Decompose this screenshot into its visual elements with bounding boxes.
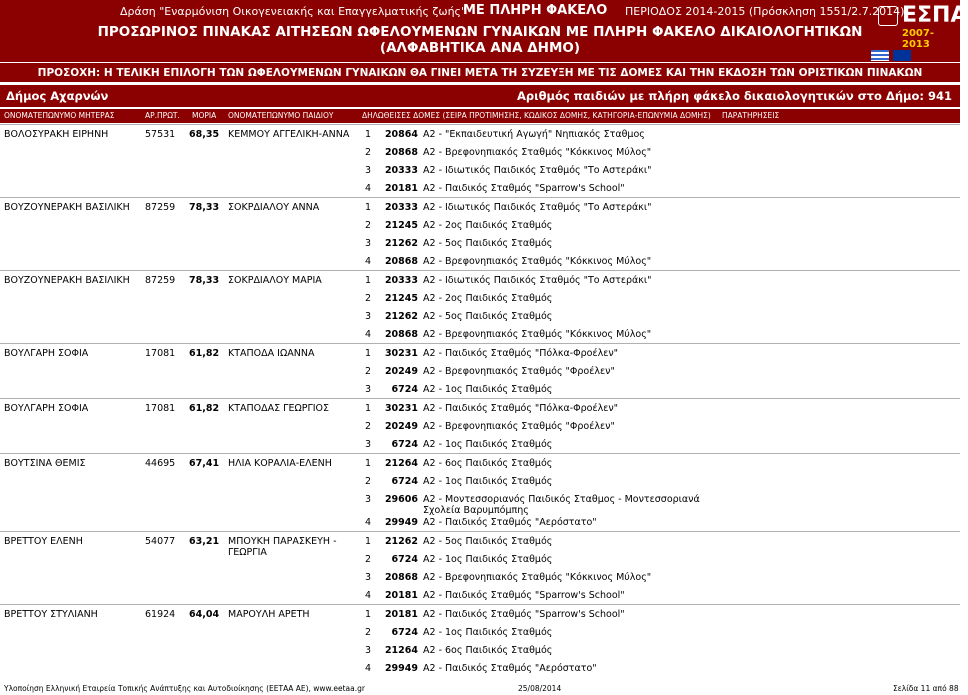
- eu-flag-icon: [893, 50, 911, 61]
- facility-code: 21245: [384, 293, 418, 304]
- facility-code: 20333: [384, 165, 418, 176]
- preference-order: 2: [365, 293, 372, 304]
- facility-name: Α2 - Παιδικός Σταθμός "Sparrow's School": [423, 183, 625, 194]
- mother-name: ΒΟΛΟΣΥΡΑΚΗ ΕΙΡΗΝΗ: [4, 129, 109, 140]
- preference-row: [0, 659, 960, 677]
- facility-name: Α2 - Παιδικός Σταθμός "Πόλκα-Φροέλεν": [423, 348, 619, 359]
- facility-code: 21262: [384, 311, 418, 322]
- footer-date: 25/08/2014: [518, 684, 562, 693]
- preference-order: 4: [365, 590, 372, 601]
- score: 78,33: [189, 202, 220, 213]
- facility-code: 29949: [384, 517, 418, 528]
- footer-page: Σελίδα 11 από 88: [893, 684, 959, 693]
- facility-name: Α2 - Παιδικός Σταθμός "Sparrow's School": [423, 590, 625, 601]
- table-row: [0, 343, 960, 398]
- preference-order: 2: [365, 554, 372, 565]
- preference-row: [0, 125, 960, 143]
- preference-row: [0, 271, 960, 289]
- preference-order: 2: [365, 476, 372, 487]
- facility-code: 21245: [384, 220, 418, 231]
- period-label: ΠΕΡΙΟΔΟΣ 2014-2015 (Πρόσκληση 1551/2.7.2014): [625, 5, 905, 18]
- protocol-number: 54077: [145, 536, 176, 547]
- preference-row: [0, 143, 960, 161]
- preference-order: 2: [365, 220, 372, 231]
- greek-flag-icon: [871, 50, 889, 61]
- mother-name: ΒΟΥΖΟΥΝΕΡΑΚΗ ΒΑΣΙΛΙΚΗ: [4, 202, 130, 213]
- facility-name: Α2 - Παιδικός Σταθμός "Πόλκα-Φροέλεν": [423, 403, 619, 414]
- document-title: ΠΡΟΣΩΡΙΝΟΣ ΠΙΝΑΚΑΣ ΑΙΤΗΣΕΩΝ ΩΦΕΛΟΥΜΕΝΩΝ ΓΥΝΑΙΚΩΝ ΜΕ ΠΛΗΡΗ ΦΑΚΕΛΟ ΔΙΚΑΙΟΛΟΓΗΤΙΚΩΝ: [97, 24, 863, 40]
- facility-name: Α2 - Βρεφονηπιακός Σταθμός "Φροέλεν": [423, 421, 615, 432]
- preference-row: [0, 252, 960, 270]
- score: 78,33: [189, 275, 220, 286]
- preference-order: 1: [365, 202, 372, 213]
- facility-code: 21264: [384, 645, 418, 656]
- preference-row: [0, 161, 960, 179]
- preference-row: [0, 289, 960, 307]
- records-table: [0, 124, 960, 677]
- table-row: [0, 398, 960, 453]
- facility-name: Α2 - 6ος Παιδικός Σταθμός: [423, 458, 553, 469]
- score: 61,82: [189, 403, 220, 414]
- action-title: Δράση "Εναρμόνιση Οικογενειακής και Επαγγελματικής ζωής": [120, 5, 467, 18]
- preference-row: [0, 623, 960, 641]
- facility-name: Α2 - Βρεφονηπιακός Σταθμός "Φροέλεν": [423, 366, 615, 377]
- protocol-number: 44695: [145, 458, 176, 469]
- table-row: [0, 604, 960, 677]
- preference-order: 4: [365, 517, 372, 528]
- header-band: [0, 0, 968, 62]
- preference-row: [0, 454, 960, 472]
- facility-code: 20181: [384, 183, 418, 194]
- preference-order: 3: [365, 572, 372, 583]
- footer: [0, 682, 960, 695]
- facility-code: 6724: [391, 476, 418, 487]
- table-row: [0, 124, 960, 197]
- col-prot: ΑΡ.ΠΡΩΤ.: [145, 111, 180, 120]
- preference-order: 2: [365, 421, 372, 432]
- facility-code: 20333: [384, 202, 418, 213]
- preference-row: [0, 325, 960, 343]
- facility-code: 6724: [391, 554, 418, 565]
- facility-code: 6724: [391, 384, 418, 395]
- child-name: ΗΛΙΑ ΚΟΡΑΛΙΑ-ΕΛΕΝΗ: [228, 458, 332, 469]
- col-notes: ΠΑΡΑΤΗΡΗΣΕΙΣ: [722, 111, 780, 120]
- table-row: [0, 531, 960, 604]
- facility-name: Α2 - 1ος Παιδικός Σταθμός: [423, 384, 553, 395]
- score: 68,35: [189, 129, 220, 140]
- children-count: Αριθμός παιδιών με πλήρη φάκελο δικαιολογητικών στο Δήμο: 941: [516, 89, 952, 103]
- facility-name: Α2 - 2ος Παιδικός Σταθμός: [423, 293, 553, 304]
- preference-order: 4: [365, 256, 372, 267]
- preference-order: 3: [365, 384, 372, 395]
- preference-row: [0, 513, 960, 531]
- preference-order: 1: [365, 275, 372, 286]
- preference-row: [0, 399, 960, 417]
- preference-row: [0, 532, 960, 550]
- score: 61,82: [189, 348, 220, 359]
- document-subtitle: (ΑΛΦΑΒΗΤΙΚΑ ΑΝΑ ΔΗΜΟ): [379, 40, 581, 56]
- preference-order: 4: [365, 183, 372, 194]
- preference-row: [0, 490, 960, 516]
- facility-code: 20249: [384, 421, 418, 432]
- facility-code: 29606: [384, 494, 418, 505]
- espa-logo: [902, 3, 968, 50]
- child-name: ΣΟΚΡΔΙΑΛΟΥ ΜΑΡΙΑ: [228, 275, 322, 286]
- facility-name: Α2 - 5ος Παιδικός Σταθμός: [423, 311, 553, 322]
- facility-code: 30231: [384, 348, 418, 359]
- preference-row: [0, 380, 960, 398]
- score: 67,41: [189, 458, 220, 469]
- preference-order: 3: [365, 311, 372, 322]
- facility-name: Α2 - Βρεφονηπιακός Σταθμός "Κόκκινος Μύλος": [423, 572, 652, 583]
- preference-order: 3: [365, 439, 372, 450]
- facility-code: 20868: [384, 256, 418, 267]
- preference-order: 1: [365, 403, 372, 414]
- preference-order: 3: [365, 238, 372, 249]
- facility-code: 29949: [384, 663, 418, 674]
- mother-name: ΒΟΥΛΓΑΡΗ ΣΟΦΙΑ: [4, 348, 89, 359]
- preference-row: [0, 362, 960, 380]
- table-header: [0, 109, 960, 123]
- warning-banner: ΠΡΟΣΟΧΗ: Η ΤΕΛΙΚΗ ΕΠΙΛΟΓΗ ΤΩΝ ΩΦΕΛΟΥΜΕΝΩΝ ΓΥΝΑΙΚΩΝ ΘΑ ΓΙΝΕΙ ΜΕΤΑ ΤΗ ΣΥΖΕΥΞΗ ΜΕ ΤΙΣ ΔΟΜΕΣ ΚΑΙ ΤΗΝ ΕΚΔΟΣΗ ΤΩΝ ΟΡΙΣΤΙΚΩΝ ΠΙΝΑΚΩΝ: [0, 62, 960, 82]
- facility-code: 20868: [384, 147, 418, 158]
- facility-code: 20181: [384, 609, 418, 620]
- child-name: ΚΕΜΜΟΥ ΑΓΓΕΛΙΚΗ-ΑΝΝΑ: [228, 129, 350, 140]
- preference-row: [0, 344, 960, 362]
- preference-order: 2: [365, 147, 372, 158]
- facility-code: 30231: [384, 403, 418, 414]
- full-file-label: ΜΕ ΠΛΗΡΗ ΦΑΚΕΛΟ: [463, 3, 608, 18]
- col-prefs: ΔΗΛΩΘΕΙΣΕΣ ΔΟΜΕΣ (ΣΕΙΡΑ ΠΡΟΤΙΜΗΣΗΣ, ΚΩΔΙΚΟΣ ΔΟΜΗΣ, ΚΑΤΗΓΟΡΙΑ-ΕΠΩΝΥΜΙΑ ΔΟΜΗΣ): [362, 111, 711, 120]
- preference-row: [0, 198, 960, 216]
- facility-name: Α2 - 5ος Παιδικός Σταθμός: [423, 238, 553, 249]
- preference-row: [0, 586, 960, 604]
- facility-name: Α2 - 5ος Παιδικός Σταθμός: [423, 536, 553, 547]
- col-mother: ΟΝΟΜΑΤΕΠΩΝΥΜΟ ΜΗΤΕΡΑΣ: [4, 111, 115, 120]
- facility-name: Α2 - 1ος Παιδικός Σταθμός: [423, 476, 553, 487]
- facility-code: 20864: [384, 129, 418, 140]
- protocol-number: 87259: [145, 202, 176, 213]
- preference-order: 2: [365, 627, 372, 638]
- facility-name: Α2 - 1ος Παιδικός Σταθμός: [423, 439, 553, 450]
- child-name: ΣΟΚΡΔΙΑΛΟΥ ΑΝΝΑ: [228, 202, 320, 213]
- municipality-bar: [0, 85, 960, 107]
- facility-name: Α2 - Βρεφονηπιακός Σταθμός "Κόκκινος Μύλος": [423, 147, 652, 158]
- protocol-number: 87259: [145, 275, 176, 286]
- facility-name: Α2 - 1ος Παιδικός Σταθμός: [423, 627, 553, 638]
- preference-row: [0, 605, 960, 623]
- facility-code: 20868: [384, 329, 418, 340]
- facility-name: Α2 - "Εκπαιδευτική Αγωγή" Νηπιακός Σταθμος: [423, 129, 645, 140]
- footer-org: Υλοποίηση Ελληνική Εταιρεία Τοπικής Ανάπτυξης και Αυτοδιοίκησης (ΕΕΤΑΑ ΑΕ), www.eetaa.gr: [4, 684, 365, 693]
- facility-name: Α2 - 2ος Παιδικός Σταθμός: [423, 220, 553, 231]
- table-row: [0, 197, 960, 270]
- mother-name: ΒΟΥΖΟΥΝΕΡΑΚΗ ΒΑΣΙΛΙΚΗ: [4, 275, 130, 286]
- facility-name: Α2 - Ιδιωτικός Παιδικός Σταθμός "Το Αστεράκι": [423, 202, 652, 213]
- mother-name: ΒΡΕΤΤΟΥ ΣΤΥΛΙΑΝΗ: [4, 609, 98, 620]
- facility-code: 6724: [391, 439, 418, 450]
- preference-order: 1: [365, 348, 372, 359]
- preference-row: [0, 435, 960, 453]
- preference-order: 2: [365, 366, 372, 377]
- facility-name: Α2 - Παιδικός Σταθμός "Αερόστατο": [423, 517, 597, 528]
- col-score: ΜΟΡΙΑ: [192, 111, 217, 120]
- mother-name: ΒΟΥΛΓΑΡΗ ΣΟΦΙΑ: [4, 403, 89, 414]
- municipality-name: Δήμος Αχαρνών: [6, 89, 109, 103]
- child-name: ΜΑΡΟΥΛΗ ΑΡΕΤΗ: [228, 609, 310, 620]
- espa-logo-text: ΕΣΠΑ: [902, 3, 968, 28]
- facility-name: Α2 - 6ος Παιδικός Σταθμός: [423, 645, 553, 656]
- facility-code: 6724: [391, 627, 418, 638]
- preference-order: 1: [365, 129, 372, 140]
- facility-name: Α2 - Ιδιωτικός Παιδικός Σταθμός "Το Αστεράκι": [423, 165, 652, 176]
- protocol-number: 57531: [145, 129, 176, 140]
- facility-code: 20181: [384, 590, 418, 601]
- preference-row: [0, 472, 960, 490]
- preference-row: [0, 307, 960, 325]
- child-name: ΚΤΑΠΟΔΑ ΙΩΑΝΝΑ: [228, 348, 315, 359]
- facility-name: Α2 - Μοντεσσοριανός Παιδικός Σταθμος - Μοντεσσοριανά Σχολεία Βαρυμπόμπης: [423, 494, 700, 516]
- facility-name: Α2 - Ιδιωτικός Παιδικός Σταθμός "Το Αστεράκι": [423, 275, 652, 286]
- facility-code: 20249: [384, 366, 418, 377]
- preference-order: 1: [365, 536, 372, 547]
- preference-row: [0, 550, 960, 568]
- facility-name: Α2 - Παιδικός Σταθμός "Sparrow's School": [423, 609, 625, 620]
- mother-name: ΒΟΥΤΣΙΝΑ ΘΕΜΙΣ: [4, 458, 86, 469]
- score: 64,04: [189, 609, 220, 620]
- protocol-number: 17081: [145, 348, 176, 359]
- protocol-number: 61924: [145, 609, 176, 620]
- facility-name: Α2 - Βρεφονηπιακός Σταθμός "Κόκκινος Μύλος": [423, 256, 652, 267]
- facility-name: Α2 - 1ος Παιδικός Σταθμός: [423, 554, 553, 565]
- mother-name: ΒΡΕΤΤΟΥ ΕΛΕΝΗ: [4, 536, 83, 547]
- child-name: ΜΠΟΥΚΗ ΠΑΡΑΣΚΕΥΗ - ΓΕΩΡΓΙΑ: [228, 536, 337, 558]
- preference-row: [0, 417, 960, 435]
- preference-order: 3: [365, 645, 372, 656]
- preference-row: [0, 234, 960, 252]
- preference-order: 1: [365, 458, 372, 469]
- preference-row: [0, 216, 960, 234]
- preference-row: [0, 641, 960, 659]
- facility-name: Α2 - Βρεφονηπιακός Σταθμός "Κόκκινος Μύλος": [423, 329, 652, 340]
- child-name: ΚΤΑΠΟΔΑΣ ΓΕΩΡΓΙΟΣ: [228, 403, 330, 414]
- preference-row: [0, 179, 960, 197]
- preference-order: 3: [365, 494, 372, 505]
- col-child: ΟΝΟΜΑΤΕΠΩΝΥΜΟ ΠΑΙΔΙΟΥ: [228, 111, 334, 120]
- espa-logo-years: 2007-2013: [902, 28, 934, 50]
- facility-code: 21262: [384, 238, 418, 249]
- preference-order: 3: [365, 165, 372, 176]
- protocol-number: 17081: [145, 403, 176, 414]
- table-row: [0, 270, 960, 343]
- facility-code: 20333: [384, 275, 418, 286]
- preference-order: 1: [365, 609, 372, 620]
- score: 63,21: [189, 536, 220, 547]
- facility-code: 21264: [384, 458, 418, 469]
- facility-name: Α2 - Παιδικός Σταθμός "Αερόστατο": [423, 663, 597, 674]
- preference-order: 4: [365, 663, 372, 674]
- preference-row: [0, 568, 960, 586]
- facility-code: 20868: [384, 572, 418, 583]
- preference-order: 4: [365, 329, 372, 340]
- facility-code: 21262: [384, 536, 418, 547]
- eu-stars-icon: [878, 6, 898, 26]
- table-row: [0, 453, 960, 531]
